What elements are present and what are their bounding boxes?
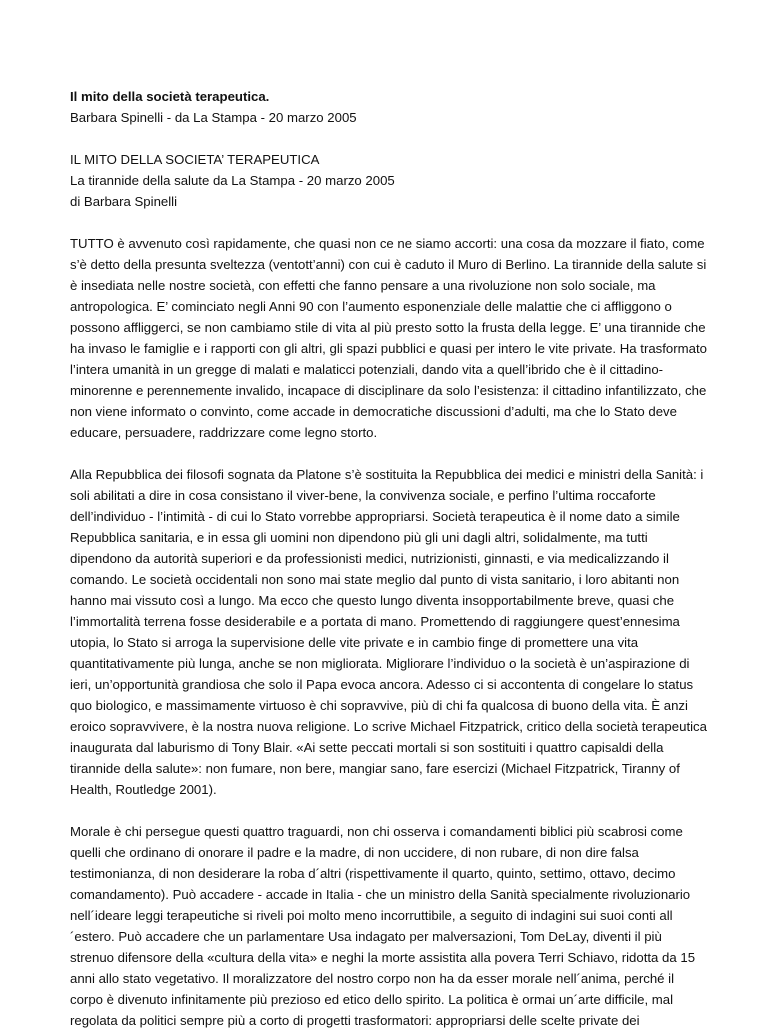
- article-heading: IL MITO DELLA SOCIETA’ TERAPEUTICA: [70, 152, 320, 167]
- document-header: [70, 86, 708, 128]
- article-paragraph-1: TUTTO è avvenuto così rapidamente, che quasi non ce ne siamo accorti: una cosa da mozzare il fiato, come s’è detto della presunta sveltezza (ventott’anni) con cui è caduto il Muro di Berlino. La tirannide della salute si è insediata nelle nostre società, con effetti che fanno pensare a una rivoluzione non solo sociale, ma antropologica. E’ cominciato negli Anni 90 con l’aumento esponenziale delle malattie che ci affliggono o possono affliggerci, se non cambiamo stile di vita al più presto sotto la frusta della legge. E’ una tirannide che ha invaso le famiglie e i rapporti con gli altri, gli spazi pubblici e quasi per intero le vite private. Ha trasformato l’intera umanità in un gregge di malati e malaticci potenziali, dando vita a quell’ibrido che è il cittadino-minorenne e perennemente invalido, incapace di disciplinare da solo l’esistenza: il cittadino infantilizzato, che non viene informato o convinto, come accade in democratiche discussioni d’adulti, ma che lo Stato deve educare, persuadere, raddrizzare come legno storto.: [70, 236, 707, 440]
- article-paragraph-2: Alla Repubblica dei filosofi sognata da Platone s’è sostituita la Repubblica dei medici e ministri della Sanità: i soli abilitati a dire in cosa consistano il viver-bene, la convivenza sociale, e perfino l’ultima roccaforte dell’individuo - l’intimità - di cui lo Stato vorrebbe appropriarsi. Società terapeutica è il nome dato a simile Repubblica sanitaria, e in essa gli uomini non dipendono più gli uni dagli altri, solidalmente, ma tutti dipendono da autorità superiori e da professionisti medici, nutrizionisti, ginnasti, e via medicalizzando il comando. Le società occidentali non sono mai state meglio dal punto di vista sanitario, i loro abitanti non hanno mai vissuto così a lungo. Ma ecco che questo lungo diventa insopportabilmente breve, quasi che l’immortalità terrena fosse desiderabile e a portata di mano. Promettendo di raggiungere quest’ennesima utopia, lo Stato si arroga la supervisione delle vite private e in cambio finge di promettere una vita quantitativamente più lunga, anche se non migliorata. Migliorare l’individuo o la società è un’aspirazione di ieri, un’opportunità grandiosa che solo il Papa evoca ancora. Adesso ci si accontenta di congelare lo status quo biologico, e massimamente virtuoso è chi sopravvive, più di chi fa qualcosa di buono della vita. È anzi eroico sopravvivere, è la nostra nuova religione. Lo scrive Michael Fitzpatrick, critico della società terapeutica inaugurata dal laburismo di Tony Blair. «Ai sette peccati mortali si son sostituiti i quattro capisaldi della tirannide della salute»: non fumare, non bere, mangiar sano, fare esercizi (Michael Fitzpatrick, Tiranny of Health, Routledge 2001).: [70, 467, 707, 797]
- article-author: di Barbara Spinelli: [70, 194, 178, 209]
- article-subheading: La tirannide della salute da La Stampa - 20 marzo 2005: [70, 173, 395, 188]
- article-paragraph-3: Morale è chi persegue questi quattro traguardi, non chi osserva i comandamenti biblici più scabrosi come quelli che ordinano di onorare il padre e la madre, di non uccidere, di non rubare, di non dire falsa testimonianza, di non desiderare la roba d´altri (rispettivamente il quarto, quinto, settimo, ottavo, decimo comandamento). Può accadere - accade in Italia - che un ministro della Sanità specialmente rivoluzionario nell´ideare leggi terapeutiche si riveli poi molto meno incorruttibile, a seguito di indagini sui suoi conti all´estero. Può accadere che un parlamentare Usa indagato per malversazioni, Tom DeLay, diventi il più strenuo difensore della «cultura della vita» e neghi la morte assistita alla povera Terri Schiavo, ridotta da 15 anni allo stato vegetativo. Il moralizzatore del nostro corpo non ha da esser morale nell´anima, perché il corpo è divenuto infinitamente più prezioso ed etico dello spirito. La politica è ormai un´arte difficile, mal regolata da politici sempre più a corto di progetti trasformatori: appropriarsi delle scelte private dei: [70, 824, 696, 1028]
- article-header: [70, 149, 708, 212]
- document-title: Il mito della società terapeutica.: [70, 89, 270, 104]
- document-byline: Barbara Spinelli - da La Stampa - 20 marzo 2005: [70, 110, 357, 125]
- article-body: [70, 233, 708, 1031]
